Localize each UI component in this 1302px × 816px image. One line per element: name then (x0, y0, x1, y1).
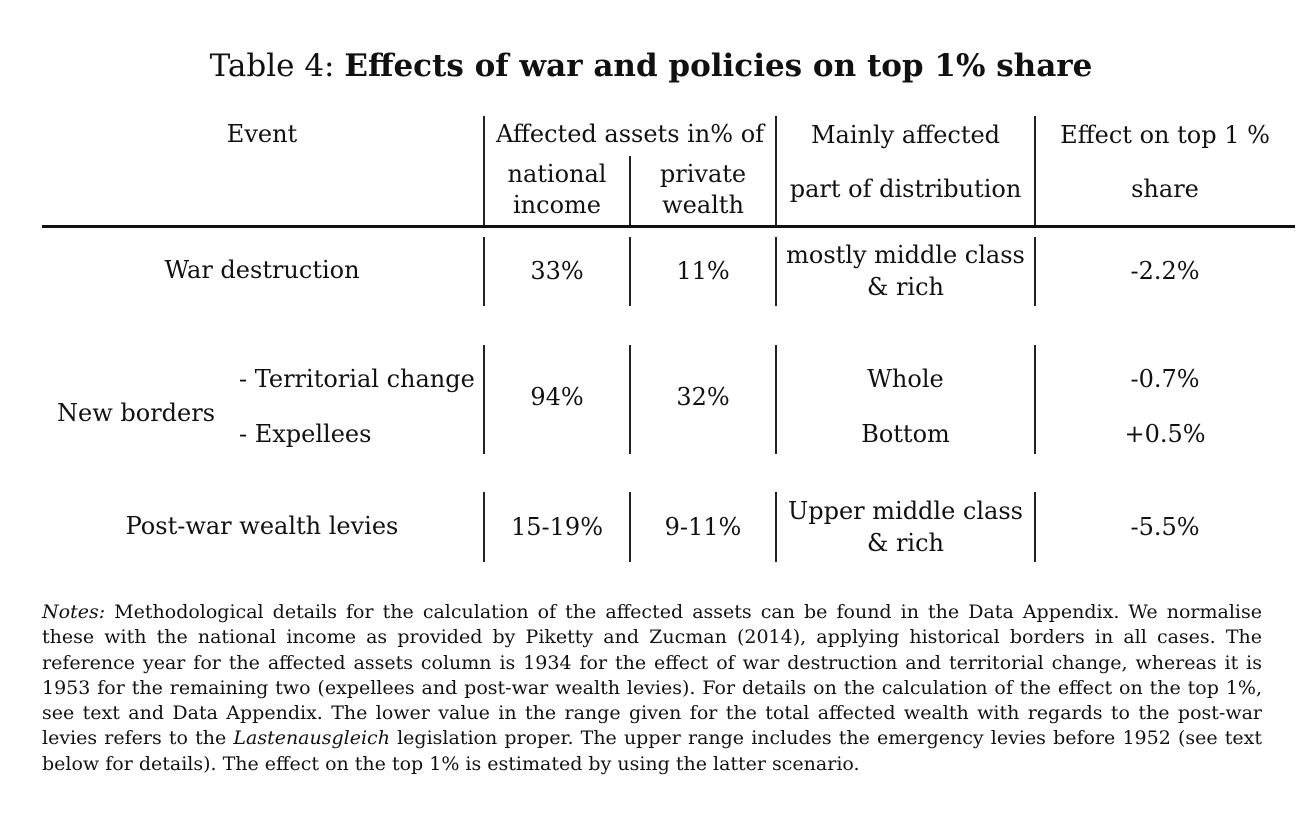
row-borders-effect-territorial: -0.7% (1130, 365, 1200, 393)
row-levies-distribution-line1: Upper middle class (788, 497, 1023, 525)
table-notes (42, 600, 1262, 777)
row-divider (483, 492, 485, 562)
row-divider (775, 345, 777, 454)
row-war-event: War destruction (164, 256, 360, 284)
header-national-income-line2: income (513, 191, 601, 219)
row-borders-sub-expellees: - Expellees (239, 420, 372, 448)
row-borders-effect-expellees: +0.5% (1124, 420, 1206, 448)
header-effect-line1: Effect on top 1 % (1060, 121, 1270, 149)
notes-italic-term: Lastenausgleich (233, 727, 390, 750)
row-borders-sub-territorial: - Territorial change (239, 365, 475, 393)
header-private-wealth-line2: wealth (662, 191, 744, 219)
header-divider (775, 116, 777, 225)
row-divider (483, 237, 485, 306)
row-levies-distribution-line2: & rich (866, 529, 945, 557)
row-borders-national-income: 94% (530, 383, 584, 411)
notes-label: Notes: (42, 601, 106, 623)
header-divider (1034, 116, 1036, 225)
header-affected-assets: Affected assets in% of (495, 120, 765, 148)
row-borders-distribution-expellees: Bottom (861, 420, 950, 448)
row-divider (629, 492, 631, 562)
header-part-of-distribution: part of distribution (789, 175, 1022, 203)
row-levies-event: Post-war wealth levies (125, 512, 399, 540)
header-effect-line2: share (1131, 175, 1199, 203)
row-divider (483, 345, 485, 454)
row-divider (629, 345, 631, 454)
row-divider (1034, 492, 1036, 562)
row-borders-event: New borders (57, 399, 216, 427)
row-borders-private-wealth: 32% (676, 383, 730, 411)
row-levies-private-wealth: 9-11% (664, 513, 742, 541)
row-war-distribution-line1: mostly middle class (786, 241, 1025, 269)
row-war-private-wealth: 11% (676, 257, 730, 285)
header-divider (629, 156, 631, 225)
row-divider (775, 237, 777, 306)
row-levies-effect: -5.5% (1130, 513, 1200, 541)
header-national-income-line1: national (507, 160, 607, 188)
notes-text-part1: Methodological details for the calculation of the affected assets can be found in the Data Appendix. We normalise these with the national income as provided by Piketty and Zucman (2014), applying historical borders in all cases. The reference year for the affected assets column is 1934 for the effect of war destruction and territorial change, whereas it is 1953 for the remaining two (expellees and post-war wealth levies). For details on the calculation of the effect on the top 1%, see text and Data Appendix. The lower value in the range given for the total affected wealth with regards to the post-war levies refers to the (42, 601, 1262, 750)
row-war-effect: -2.2% (1130, 257, 1200, 285)
row-divider (1034, 237, 1036, 306)
row-divider (629, 237, 631, 306)
header-rule (42, 225, 1295, 228)
table-title: Effects of war and policies on top 1% share (344, 48, 1093, 84)
row-divider (1034, 345, 1036, 454)
header-divider (483, 116, 485, 225)
table-number: Table 4: (209, 48, 335, 84)
table-caption (0, 48, 1302, 84)
row-war-national-income: 33% (530, 257, 584, 285)
row-levies-national-income: 15-19% (511, 513, 603, 541)
row-war-distribution-line2: & rich (866, 273, 945, 301)
header-private-wealth-line1: private (659, 160, 747, 188)
header-event: Event (226, 120, 298, 148)
row-borders-distribution-territorial: Whole (867, 365, 944, 393)
header-mainly-affected: Mainly affected (810, 121, 1001, 149)
row-divider (775, 492, 777, 562)
notes-text-part2: legislation proper. The upper range includes the emergency levies before 1952 (see text below for details). The effect on the top 1% is estimated by using the latter scenario. (42, 727, 1262, 775)
